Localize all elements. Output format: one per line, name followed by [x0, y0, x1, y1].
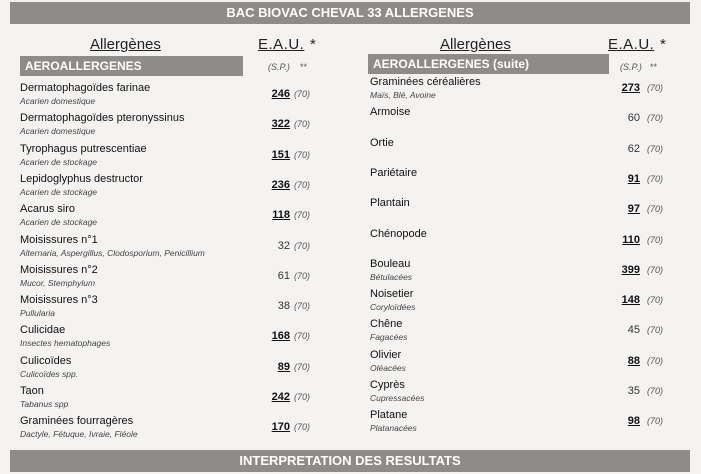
eau-value: 246 — [271, 88, 290, 100]
allergen-name: Platane — [370, 409, 408, 422]
reference-value: (70) — [294, 422, 311, 433]
sp-star: ** — [650, 62, 658, 72]
allergen-row — [368, 197, 688, 227]
allergen-name: Ortie — [370, 136, 394, 149]
report-title: BAC BIOVAC CHEVAL 33 ALLERGENES — [10, 2, 690, 24]
allergen-row — [18, 203, 338, 233]
sp-star: ** — [300, 62, 308, 72]
allergen-row — [18, 112, 338, 142]
allergenes-header: Allergènes — [440, 36, 511, 53]
allergen-subtitle: Alternaria, Aspergillus, Clodosporium, Penicillium — [20, 247, 205, 258]
right-header — [368, 30, 688, 52]
allergen-subtitle: Pullularia — [20, 308, 55, 319]
allergen-name: Moisissures n°3 — [20, 294, 98, 307]
reference-value: (70) — [294, 301, 311, 312]
eau-value: 98 — [627, 415, 640, 428]
allergen-subtitle: Oléacées — [370, 362, 406, 373]
section-aeroallergenes-suite: AEROALLERGENES (suite) — [368, 54, 609, 74]
allergen-row — [368, 137, 688, 167]
allergen-name: Moisissures n°2 — [20, 263, 98, 276]
allergen-subtitle: Culicoïdes spp. — [20, 368, 79, 379]
allergen-subtitle: Acarien de stockage — [20, 186, 98, 197]
left-header — [18, 30, 338, 52]
allergen-name: Olivier — [370, 348, 402, 361]
allergen-name: Tyrophagus putrescentiae — [20, 142, 147, 155]
eau-value: 45 — [627, 324, 640, 337]
eau-value: 60 — [627, 112, 640, 125]
reference-value: (70) — [294, 392, 311, 402]
allergen-name: Culicidae — [20, 324, 66, 337]
eau-value: 62 — [627, 142, 640, 155]
eau-value: 170 — [271, 421, 290, 434]
eau-value: 148 — [621, 294, 640, 307]
allergen-name: Taon — [20, 385, 44, 397]
allergen-row — [368, 228, 688, 258]
allergen-row — [18, 82, 338, 112]
allergen-subtitle: Fagacées — [370, 332, 408, 343]
reference-value: (70) — [294, 179, 311, 190]
reference-value: (70) — [647, 355, 664, 366]
allergen-subtitle: Tabanus spp — [20, 399, 69, 409]
eau-value: 322 — [271, 118, 290, 131]
allergen-name: Bouleau — [370, 257, 411, 270]
reference-value: (70) — [294, 240, 311, 251]
allergen-name: Graminées fourragères — [20, 415, 134, 428]
reference-value: (70) — [647, 143, 664, 154]
allergen-row — [368, 258, 688, 288]
reference-value: (70) — [647, 234, 664, 245]
allergen-subtitle: Dactyle, Fétuque, Ivraie, Fléole — [20, 429, 138, 440]
reference-value: (70) — [294, 270, 311, 281]
allergen-row — [368, 167, 688, 197]
eau-value: 236 — [271, 178, 290, 191]
allergen-name: Graminées céréalières — [370, 76, 481, 88]
eau-value: 151 — [271, 148, 290, 161]
reference-value: (70) — [647, 83, 664, 93]
eau-value: 91 — [627, 172, 640, 185]
allergen-subtitle: Acarien de stockage — [20, 156, 98, 167]
eau-value: 273 — [621, 82, 640, 94]
reference-value: (70) — [647, 386, 664, 396]
allergenes-header: Allergènes — [90, 36, 161, 53]
allergen-subtitle: Coryloïdées — [370, 302, 416, 313]
eau-value: 242 — [271, 391, 290, 403]
allergen-name: Chêne — [370, 318, 403, 331]
allergen-row — [18, 324, 338, 354]
reference-value: (70) — [294, 149, 311, 160]
allergen-row — [18, 294, 338, 324]
eau-value: 88 — [627, 354, 640, 367]
allergen-name: Culicoïdes — [20, 354, 72, 367]
eau-value: 89 — [277, 360, 290, 373]
allergen-row — [368, 379, 688, 409]
left-column — [18, 30, 338, 440]
allergen-row — [368, 76, 688, 106]
reference-value: (70) — [647, 416, 664, 427]
interpretation-heading: INTERPRETATION DES RESULTATS — [10, 450, 690, 472]
allergen-row — [18, 415, 338, 445]
allergen-name: Cyprès — [370, 379, 405, 391]
reference-value: (70) — [294, 119, 311, 130]
allergen-name: Plantain — [370, 197, 410, 210]
allergen-row — [368, 409, 688, 439]
reference-value: (70) — [647, 173, 664, 184]
eau-value: 399 — [621, 263, 640, 276]
allergen-subtitle: Acarien de stockage — [20, 217, 98, 228]
eau-star: * — [660, 36, 666, 53]
reference-value: (70) — [647, 113, 664, 124]
reference-value: (70) — [294, 361, 311, 372]
eau-header: E.A.U. — [608, 36, 655, 53]
reference-value: (70) — [294, 89, 311, 99]
allergen-subtitle: Bétulacées — [370, 271, 413, 282]
eau-value: 61 — [277, 269, 290, 282]
eau-value: 38 — [277, 300, 290, 313]
allergen-subtitle: Cupressacées — [370, 393, 425, 403]
allergen-row — [368, 349, 688, 379]
allergen-subtitle: Maïs, Blé, Avoine — [370, 90, 436, 100]
eau-header: E.A.U. — [258, 36, 305, 53]
allergen-row — [18, 355, 338, 385]
reference-value: (70) — [647, 295, 664, 306]
allergen-name: Dermatophagoïdes pteronyssinus — [20, 112, 185, 125]
section-aeroallergenes: AEROALLERGENES — [20, 56, 243, 76]
eau-value: 97 — [627, 203, 640, 216]
eau-value: 118 — [272, 209, 290, 222]
allergen-name: Dermatophagoïdes farinae — [20, 82, 151, 94]
allergen-row — [18, 385, 338, 415]
eau-value: 32 — [277, 239, 290, 252]
allergen-row — [18, 234, 338, 264]
reference-value: (70) — [294, 210, 311, 221]
eau-value: 110 — [622, 233, 640, 246]
allergen-name: Chénopode — [370, 227, 427, 240]
sp-label: (S.P.) — [268, 62, 290, 72]
allergen-name: Pariétaire — [370, 166, 418, 179]
allergen-row — [18, 264, 338, 294]
allergen-row — [18, 143, 338, 173]
allergen-row — [368, 318, 688, 348]
allergen-name: Moisissures n°1 — [20, 233, 98, 246]
reference-value: (70) — [647, 204, 664, 215]
reference-value: (70) — [647, 325, 664, 336]
allergen-name: Acarus siro — [20, 203, 76, 216]
allergen-subtitle: Platanacées — [370, 423, 417, 434]
reference-value: (70) — [294, 331, 311, 342]
allergen-name: Lepidoglyphus destructor — [20, 172, 143, 185]
allergen-row — [18, 173, 338, 203]
eau-star: * — [310, 36, 316, 53]
allergen-subtitle: Mucor, Stemphylum — [20, 277, 96, 288]
allergen-subtitle: Acarien domestique — [20, 96, 96, 106]
allergen-subtitle: Insectes hematophages — [20, 338, 111, 349]
eau-value: 168 — [271, 330, 290, 343]
allergen-row — [368, 106, 688, 136]
allergen-name: Noisetier — [370, 288, 414, 301]
right-column — [368, 30, 688, 434]
allergen-name: Armoise — [370, 106, 411, 119]
allergen-row — [368, 288, 688, 318]
reference-value: (70) — [647, 264, 664, 275]
allergen-subtitle: Acarien domestique — [20, 126, 96, 137]
eau-value: 35 — [627, 385, 640, 397]
sp-label: (S.P.) — [620, 62, 642, 72]
